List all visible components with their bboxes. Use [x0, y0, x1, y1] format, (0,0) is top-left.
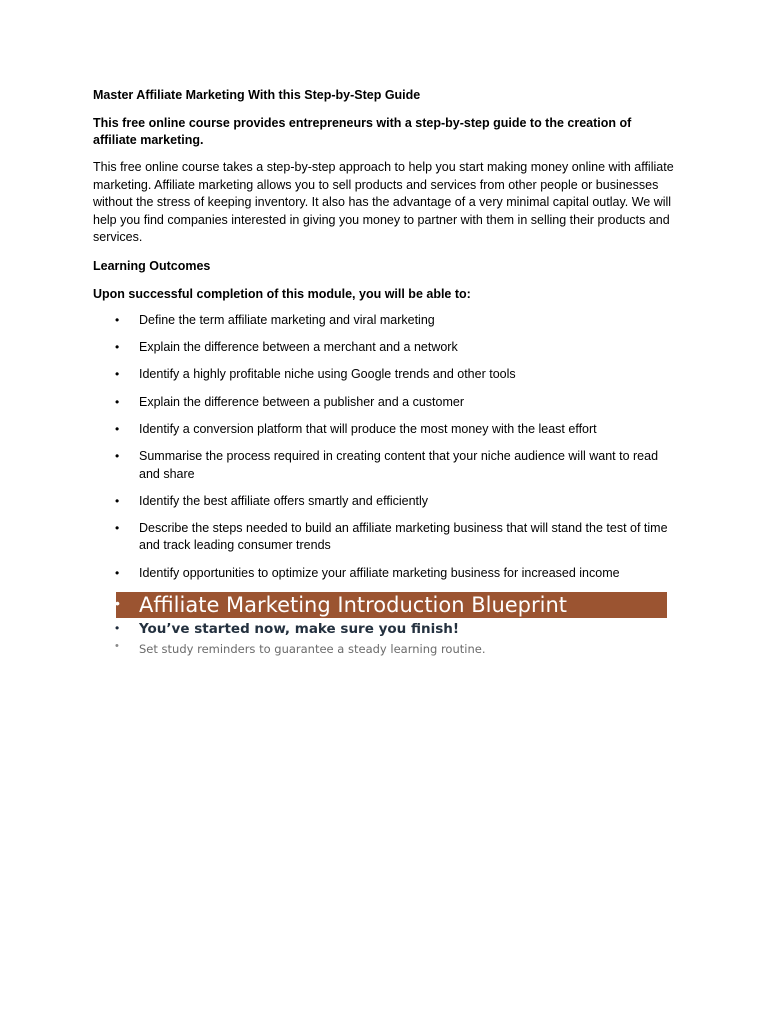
bullet-icon: • [115, 493, 120, 508]
list-item [93, 493, 678, 511]
list-item [93, 421, 678, 439]
outcome-text: Identify opportunities to optimize your affiliate marketing business for increased income [139, 565, 620, 580]
outcome-text: Describe the steps needed to build an affiliate marketing business that will stand the test of time and track leading consumer trends [139, 520, 668, 553]
list-item [93, 448, 678, 483]
list-item [93, 339, 678, 357]
outcome-text: Explain the difference between a merchant and a network [139, 340, 458, 355]
outcome-text: Explain the difference between a publisher and a customer [139, 394, 464, 409]
bullet-icon: • [115, 421, 120, 436]
promo-reminder [93, 640, 678, 656]
list-item [93, 520, 678, 555]
course-promo [93, 592, 678, 656]
bullet-icon: • [115, 565, 120, 580]
bullet-icon: • [115, 639, 119, 652]
bullet-icon: • [115, 594, 120, 611]
list-item [93, 312, 678, 330]
banner-title: Affiliate Marketing Introduction Blueprint [139, 592, 568, 617]
outcome-text: Define the term affiliate marketing and viral marketing [139, 312, 435, 327]
document-title: Master Affiliate Marketing With this Step-by-Step Guide [93, 88, 421, 102]
finish-message: You’ve started now, make sure you finish! [139, 620, 459, 637]
course-description: This free online course takes a step-by-step approach to help you start making money online with affiliate marketing. Affiliate marketing allows you to sell products and services from other people or businesses without the stress of keeping inventory. It also has the advantage of a very minimal capital outlay. We will help you find companies interested in giving you money to partner with them in selling their products and services. [93, 160, 674, 245]
bullet-icon: • [115, 620, 120, 635]
bullet-icon: • [115, 448, 120, 463]
bullet-icon: • [115, 367, 120, 382]
outcomes-list [93, 312, 678, 582]
outcome-text: Identify a conversion platform that will produce the most money with the least effort [139, 421, 597, 436]
learning-outcomes-heading: Learning Outcomes [93, 258, 211, 273]
bullet-icon: • [115, 340, 120, 355]
bullet-icon: • [115, 394, 120, 409]
outcomes-intro: Upon successful completion of this module, you will be able to: [93, 286, 471, 301]
promo-banner [93, 592, 678, 618]
bullet-icon: • [115, 520, 120, 535]
list-item [93, 366, 678, 384]
outcome-text: Summarise the process required in creating content that your niche audience will want to read and share [139, 448, 659, 481]
document-page [93, 86, 678, 656]
outcome-text: Identify a highly profitable niche using Google trends and other tools [139, 367, 516, 382]
list-item [93, 565, 678, 583]
outcome-text: Identify the best affiliate offers smartly and efficiently [139, 493, 429, 508]
list-item [93, 394, 678, 412]
reminder-message: Set study reminders to guarantee a steady learning routine. [139, 641, 486, 656]
course-lead: This free online course provides entrepreneurs with a step-by-step guide to the creation of affiliate marketing. [93, 116, 632, 147]
promo-finish [93, 620, 678, 639]
bullet-icon: • [115, 312, 120, 327]
